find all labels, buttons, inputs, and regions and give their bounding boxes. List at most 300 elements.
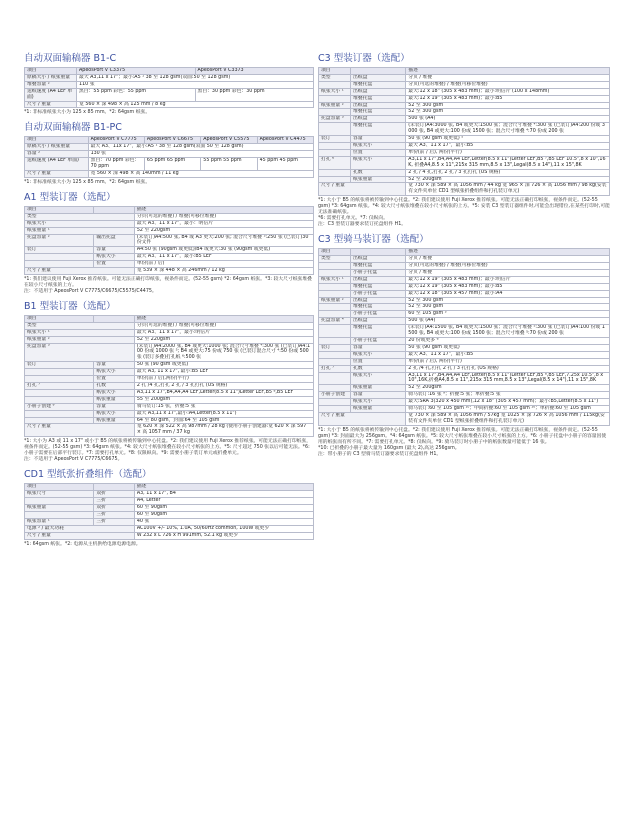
row-label: 小册子创建 ⁹ xyxy=(25,403,94,410)
section-finisher-b1 xyxy=(24,300,314,463)
table-cell: 宽 730 × 深 589 × 高 1056 mm / 44 kg 宽 965 × 深 726 × 高 1056 mm / 98 kg(安装有文件夹单位 CD1 型纸张折叠组件和打孔装订单元) xyxy=(406,183,610,196)
row-label: 位置 xyxy=(94,261,134,268)
table-cell: 500 张 (A4) xyxy=(406,318,610,325)
row-label xyxy=(319,81,351,88)
row-label: 纸张大小 xyxy=(351,142,406,149)
row-label: 出纸盘 xyxy=(351,297,406,304)
row-label: 容量 xyxy=(94,403,134,410)
table-row xyxy=(25,170,314,177)
row-label xyxy=(319,123,351,136)
column-header: 描述 xyxy=(134,206,313,213)
table-cell: A4, Letter xyxy=(134,498,313,505)
row-label: 类型 xyxy=(319,74,351,81)
row-label: 打孔 ⁶ xyxy=(319,156,351,169)
row-label: 纸张大小 xyxy=(25,220,135,227)
row-label: 纸张重量 xyxy=(94,396,134,403)
table-cell: 宽 560 × 深 498 × 高 140mm / 11 kg xyxy=(88,170,313,177)
table-row xyxy=(25,268,314,275)
table-row xyxy=(319,290,610,297)
footnotes xyxy=(24,542,314,548)
row-label: 堆叠托盘 xyxy=(351,123,406,136)
row-label: 出纸盘 xyxy=(351,102,406,109)
table-cell: 最大:12 x 19" (305 x 483 mm)；最小:B5 xyxy=(406,283,610,290)
table-row xyxy=(25,383,314,390)
spec-table xyxy=(24,315,314,437)
table-row xyxy=(319,297,610,304)
table-cell: 65 ppm 65 ppm xyxy=(144,158,200,171)
table-row xyxy=(319,399,610,406)
column-header: 项目 xyxy=(25,137,89,144)
row-label: 双折 xyxy=(94,491,134,498)
row-label: 装订 xyxy=(25,247,94,254)
table-row xyxy=(25,220,314,227)
row-label: 出纸盘 xyxy=(351,88,406,95)
table-row xyxy=(319,344,610,351)
table-row xyxy=(319,176,610,183)
column-header: ApeosPort V C3373 xyxy=(195,68,314,75)
table-cell: 分页 / 堆叠 xyxy=(406,74,610,81)
row-label xyxy=(25,261,94,268)
row-label: 打孔 ⁷ xyxy=(319,365,351,372)
table-row xyxy=(319,325,610,338)
table-row xyxy=(25,151,314,158)
table-row xyxy=(25,525,314,532)
section-title: B1 型装订器（选配） xyxy=(24,300,116,312)
table-cell: (未装订)A4:2000 张, B4 或更大:1000 张; 混合尺寸堆叠 ⁴:300 张 (已装订)A4:100 份或 1000 张 ⁵; B4 或更大:75 份或 750 张 (已装订混合尺寸 ⁴:50 份或 500 张 (装订多叠)打孔纸 ⁶:500 张 xyxy=(134,343,313,362)
row-label: 小册子托盘 xyxy=(351,290,406,297)
row-label: 纸张重量 xyxy=(351,385,406,392)
row-label: 容量 xyxy=(351,392,406,399)
footnotes xyxy=(24,439,314,463)
table-cell: 20 份或更多 ⁶ xyxy=(406,338,610,345)
table-cell: 最大:SRA 3(320 x 450 mm),12 x 18" (305 x 457 mm)；最小:B5,Letter(8.5 x 11") xyxy=(406,399,610,406)
right-column xyxy=(318,52,610,463)
spec-table xyxy=(24,136,314,177)
left-column xyxy=(24,52,314,553)
table-header-row xyxy=(25,137,314,144)
column-header: 项目 xyxy=(25,206,94,213)
table-row xyxy=(25,336,314,343)
row-label: 纸张容量 ¹ xyxy=(25,518,94,525)
row-label: 出纸盘 xyxy=(351,318,406,325)
row-label: 小册子创建 xyxy=(319,392,351,399)
table-cell: 最大:12 x 18" (305 x 457 mm)；最小:A4 xyxy=(406,290,610,297)
row-label: 类型 xyxy=(319,256,351,263)
table-row xyxy=(319,109,610,116)
footnote: *10: 已折叠的小册子最大量为 160gsm (最大 2),高达 256gsm。 xyxy=(318,445,460,451)
table-row xyxy=(25,329,314,336)
table-cell: 52 至 300 gsm xyxy=(406,102,610,109)
footnote: 注：带小册子的 C3 型骑马装订器要求装订托盘组件 H1。 xyxy=(318,451,442,457)
row-label: 原稿大小 / 纸张重量 xyxy=(25,74,77,81)
row-label: 堆叠托盘 xyxy=(351,283,406,290)
table-row xyxy=(319,412,610,425)
table-cell: 50 张 (90 gsm 或更低) xyxy=(134,362,313,369)
table-cell: 130 张 xyxy=(88,151,313,158)
table-row xyxy=(25,403,314,410)
table-row xyxy=(25,74,314,81)
row-label: 位置 xyxy=(351,149,406,156)
spec-table xyxy=(24,206,314,275)
column-header: 项目 xyxy=(319,249,351,256)
row-label: 纸张大小 ¹ xyxy=(319,276,351,283)
table-cell: 最大 A3、11x 17"，最小:A5 ¹ 38 至 128 gsm(双面 50 至 128 gsm) xyxy=(88,144,313,151)
row-label: 纸张重量 ² xyxy=(25,336,135,343)
table-cell: 52 至 300 gsm xyxy=(406,304,610,311)
footnote: 注：不适用于 ApeosPort V C7775/C6675/C5575/C4475。 xyxy=(24,288,157,294)
table-cell: 最大:12 x 19" (305 x 483 mm)；最小:明信片 xyxy=(406,276,610,283)
table-row xyxy=(25,261,314,268)
table-row xyxy=(319,102,610,109)
section-adf-b1c xyxy=(24,52,314,116)
table-row xyxy=(25,81,314,88)
row-label xyxy=(319,372,351,385)
table-row xyxy=(319,142,610,149)
column-header xyxy=(351,249,406,256)
table-cell: 宽 730 × 深 589 × 高 1056 mm / 57kg 宽 1025 × 深 726 × 高 1056 mm / 115kg(安装有文件夹单位 CD1 型纸张折叠组件和打孔装订单元) xyxy=(406,412,610,425)
row-label: 堆叠托盘 xyxy=(351,109,406,116)
table-cell: 52 至 220gsm xyxy=(134,227,313,234)
row-label: 容量 ² xyxy=(25,151,89,158)
table-cell: 最大 A3、11 x 17"，最小：明信片 xyxy=(134,220,313,227)
column-header: ApeosPort V C4475 xyxy=(257,137,313,144)
row-label: 类型 xyxy=(25,322,135,329)
table-row xyxy=(25,518,314,525)
row-label: 出纸盘 xyxy=(351,256,406,263)
row-label: 托盘容量 ⁴ xyxy=(319,318,351,325)
table-row xyxy=(319,358,610,365)
table-row xyxy=(25,498,314,505)
table-row xyxy=(319,283,610,290)
footnote: *1: 大小为 A3 或 11 x 17" 或小于 B5 的纸张将被传输到中心托盘。*2: 我们建议使用 Fuji Xerox 推荐纸张。可能无法正确打印纸张，视条件而定。(52-55 gsm) *3: 64gsm 纸张。*4: 较大尺寸纸张堆叠在较小尺寸纸张的上方。*5: 尺寸超过 750 张以后可能无法。*6: 小册子需要在后部平行装订。*7: 需要打孔单元。*8: 仅限纵向。*9: 需要小册子装订单元或折叠单元。 xyxy=(24,439,312,457)
row-label: 尺寸 / 重量 xyxy=(25,170,89,177)
table-cell: A3, 11 x 17", B4 xyxy=(134,491,313,498)
row-label: 小册子托盘 xyxy=(351,269,406,276)
table-cell: 52 至 220gsm xyxy=(134,336,313,343)
table-row xyxy=(25,247,314,254)
row-label: 打孔 ⁷ xyxy=(25,383,94,390)
table-row xyxy=(319,269,610,276)
table-row xyxy=(319,149,610,156)
footnotes xyxy=(318,428,610,458)
column-header: ApeosPort V C5575 xyxy=(201,137,257,144)
table-row xyxy=(319,392,610,399)
table-row xyxy=(319,183,610,196)
spec-table xyxy=(24,483,314,539)
row-label: 位置 xyxy=(94,376,134,383)
table-cell: 52 至 200gsm xyxy=(406,176,610,183)
table-row xyxy=(25,396,314,403)
row-label: 纸张大小 xyxy=(351,156,406,169)
table-cell: 单份(前 / 后), 两份(平行) xyxy=(406,149,610,156)
column-header: 描述 xyxy=(406,68,610,75)
table-cell: 骑马装订:15 张，折叠:5 张 xyxy=(134,403,313,410)
row-label: 纸张大小 xyxy=(351,399,406,406)
table-cell: 最大:12 x 19" (305 x 483 mm)；最小:B5 xyxy=(406,95,610,102)
table-row xyxy=(319,365,610,372)
table-cell: 2 孔 / 4 孔,打孔 2 孔 / 3 孔打孔 (US 规格) xyxy=(406,169,610,176)
spec-table xyxy=(318,67,610,196)
row-label xyxy=(319,351,351,358)
table-row xyxy=(25,227,314,234)
table-cell: 分页(可选的堆叠) / 堆叠(可移位堆叠) xyxy=(406,263,610,270)
column-header: ApeosPort V C7775 xyxy=(88,137,144,144)
row-label xyxy=(319,149,351,156)
row-label xyxy=(319,169,351,176)
table-cell: 2 孔 /4 孔,打孔 2 孔 / 3 孔打孔 (US 规格) xyxy=(134,383,313,390)
table-cell: 骑马装订:16 张 ⁹；折叠:5 张；单折叠:5 张 xyxy=(406,392,610,399)
table-cell: A4:50 张 (90gsm 或更低)/B4 或更大:30 张 (90gsm 或更低) xyxy=(134,247,313,254)
table-row xyxy=(319,372,610,385)
column-header xyxy=(94,315,134,322)
table-row xyxy=(25,511,314,518)
table-cell: 宽 620 × 深 522 × 高 987mm / 28 kg (使用小册子创建器:宽 620 × 深 597 × 高 1057 mm / 37 kg xyxy=(134,424,313,437)
column-header: 项目 xyxy=(25,315,94,322)
table-cell: 宽 539 × 深 448 × 高 246mm / 12 kg xyxy=(134,268,313,275)
column-header xyxy=(351,68,406,75)
row-label: 堆叠托盘 xyxy=(351,263,406,270)
table-row xyxy=(319,156,610,169)
table-cell: AC100V +/- 10%, 1.0A, 50/60Hz common, 100W 或更少 xyxy=(134,525,313,532)
row-label: 纸张大小 xyxy=(94,369,134,376)
table-cell: A3,11 x 17",B4,A4,A4 LEF,Letter(8.5 x 11")Letter LEF,B5 ⁸,B5 LEF,7.25x 10.5",8 x 10",16K,折叠A4,8.5 x 11",215x 315 mm,8.5 x 13",Legal(8.5 x 14"),11 x 15",8K xyxy=(406,372,610,385)
row-label: 电源 ² / 最大功耗 xyxy=(25,525,135,532)
table-cell: 黑白：55 ppm 彩色：55 ppm xyxy=(77,88,195,101)
table-cell: 分页(可选的堆叠) / 堆叠(可移位堆叠) xyxy=(406,81,610,88)
table-cell: (未装订)A4:1500 张, B4 或更大:1500 张；混合尺寸堆叠 ⁵:300 张 (已装订)A4:100 份或 1500 张, B4 或更大:100 份或 1500 张；混合尺寸堆叠 ⁵:70 份或 200 张 xyxy=(406,325,610,338)
table-row xyxy=(25,88,314,101)
table-cell: 40 张 xyxy=(134,518,313,525)
row-label: 小册子托盘 xyxy=(351,338,406,345)
row-label xyxy=(319,109,351,116)
table-row xyxy=(25,234,314,247)
table-header-row xyxy=(25,206,314,213)
row-label: 容量 xyxy=(94,247,134,254)
table-row xyxy=(319,385,610,392)
footnote: *1: 64gsm 纸张。*2: 电源从主机供给电源电源电源。 xyxy=(24,541,141,547)
table-cell: 最大 A3、11 x 17"，最小:B5 xyxy=(406,142,610,149)
row-label: 托盘容量 ² xyxy=(25,234,94,247)
table-header-row xyxy=(319,68,610,75)
table-row xyxy=(25,424,314,437)
row-label: 尺寸 / 重量 xyxy=(25,424,135,437)
row-label xyxy=(319,95,351,102)
row-label: 类型 xyxy=(25,213,135,220)
row-label: 托盘容量 ³ xyxy=(319,116,351,123)
row-label: 尺寸 / 重量 xyxy=(25,532,135,539)
row-label xyxy=(25,410,94,417)
row-label: 容量 xyxy=(351,344,406,351)
row-label xyxy=(319,263,351,270)
row-label: 纸张大小 ¹ xyxy=(25,329,135,336)
table-cell: 52 至 300 gsm xyxy=(406,109,610,116)
table-row xyxy=(319,95,610,102)
row-label xyxy=(319,399,351,406)
table-cell: 60 至 105 gsm ³ xyxy=(406,311,610,318)
table-row xyxy=(319,116,610,123)
footnotes xyxy=(24,277,314,295)
row-label: 纸张重量 xyxy=(351,176,406,183)
row-label: 纸张大小 xyxy=(94,254,134,261)
section-booklet-finisher-c3 xyxy=(318,233,610,458)
column-header: 项目 xyxy=(319,68,351,75)
row-label xyxy=(25,389,94,396)
table-cell: 最大 A3, 11 x 17", 最小:B5 LEF xyxy=(134,369,313,376)
table-row xyxy=(25,376,314,383)
section-title: C3 型装订器（选配） xyxy=(318,53,410,64)
section-title: C3 型骑马装订器（选配） xyxy=(318,234,429,246)
row-label: 出纸盘 xyxy=(351,276,406,283)
table-cell: 110 张 xyxy=(77,81,314,88)
row-label xyxy=(319,385,351,392)
column-header: ApeosPort V C3375 xyxy=(77,68,195,75)
row-label: 三折 xyxy=(94,511,134,518)
table-cell: (未装订)A4:3000 张, B4 或更大:1500 张；混合尺寸堆叠 ⁴:300 张 (已装订)A4:200 份或 3000 张, B4 或更大:100 份或 1500 张；混合尺寸堆叠 ⁴:70 份或 200 张 xyxy=(406,123,610,136)
row-label: 位置 xyxy=(351,358,406,365)
table-row xyxy=(25,504,314,511)
row-label: 纸张重量 xyxy=(25,504,94,511)
column-header xyxy=(94,206,134,213)
table-row xyxy=(319,351,610,358)
table-header-row xyxy=(319,249,610,256)
table-row xyxy=(25,101,314,108)
column-header: 描述 xyxy=(406,249,610,256)
table-row xyxy=(319,123,610,136)
row-label xyxy=(319,304,351,311)
row-label: 纸张大小 xyxy=(94,410,134,417)
spec-table xyxy=(24,67,314,108)
table-cell: 骑马装订:60 至 105 gsm ¹⁰；中间折叠:60 至 105 gsm ¹⁰；单折叠:60 至 105 gsm xyxy=(406,406,610,413)
table-row xyxy=(319,74,610,81)
table-cell: 最大 A3,11 x 17",最小:A4,Letter(8.5 x 11") xyxy=(134,410,313,417)
row-label xyxy=(319,406,351,413)
table-cell: 分页 / 堆叠 xyxy=(406,269,610,276)
table-row xyxy=(25,389,314,396)
table-cell: 50 张 (90 gsm 或更低) ⁵ xyxy=(406,136,610,143)
table-row xyxy=(25,343,314,362)
section-adf-b1pc xyxy=(24,121,314,185)
table-row xyxy=(25,362,314,369)
table-cell: 黑白：30 ppm 彩色：30 ppm xyxy=(195,88,314,101)
table-row xyxy=(319,406,610,413)
table-row xyxy=(25,417,314,424)
row-label: 原稿大小 / 纸张重量 xyxy=(25,144,89,151)
table-row xyxy=(319,136,610,143)
column-header xyxy=(94,484,134,491)
table-cell: A3,11 x 17",B4,A4,A4 LEF,Letter(8.5 x 11")Letter LEF,B5 ⁸,B5 LEF xyxy=(134,389,313,396)
table-row xyxy=(25,410,314,417)
row-label: 托盘容量 ³ xyxy=(25,343,135,362)
table-row xyxy=(25,158,314,171)
row-label: 纸张重量 ² xyxy=(319,102,351,109)
row-label: 尺寸 / 重量 xyxy=(25,101,77,108)
table-header-row xyxy=(25,68,314,75)
footnotes xyxy=(24,110,314,116)
row-label: 堆叠托盘 xyxy=(351,325,406,338)
table-row xyxy=(319,88,610,95)
row-label xyxy=(319,269,351,276)
table-cell: 最大:12 x 18" (305 x 483 mm)；最小:明信片 (100 x 148mm) xyxy=(406,88,610,95)
section-title: CD1 型纸张折叠组件（选配） xyxy=(24,469,152,481)
footnote: *1: 大小于 B5 的纸张将被传输到中心托盘。*2: 我们建议使用 Fuji Xerox 推荐纸张。可能无法正确打印纸张，视条件而定。(52-55 gsm) *3: 64gsm 纸张。*4: 较大尺寸纸张堆叠在较小尺寸纸张的上方。*5: 安装 C3 型装订器组件时,可能会出现错位,在某些打印时,可能无法准确纸张。 xyxy=(318,198,610,216)
table-cell: 单份(前 / 后) xyxy=(134,261,313,268)
column-header: 描述 xyxy=(134,484,313,491)
row-label xyxy=(25,254,94,261)
table-row xyxy=(319,338,610,345)
row-label: 尺寸 / 重量 xyxy=(319,183,406,196)
footnote: *1: 我们建议使用 Fuji Xerox 推荐纸张。可能无法正确打印纸张，视条件而定。(52-55 gsm) *2: 64gsm 纸张。*3: 较大尺寸纸张堆叠在较小尺寸纸张的上方。 xyxy=(24,276,312,288)
table-cell: 55 至 200gsm xyxy=(134,396,313,403)
row-label: 堆叠容量 ² xyxy=(25,81,77,88)
row-label xyxy=(25,417,94,424)
row-label: 堆叠托盘 xyxy=(351,95,406,102)
row-label: 纸张大小 xyxy=(351,372,406,385)
row-label: 双折 xyxy=(94,504,134,511)
row-label: 纸张重量 xyxy=(351,406,406,413)
footnote: 注：不适用于 ApeosPort V C7775/C6675。 xyxy=(24,457,123,463)
row-label: 送纸速度 (A4 LEF 单面) xyxy=(25,158,89,171)
spec-table xyxy=(318,248,610,426)
row-label xyxy=(25,498,94,505)
table-cell: 55 ppm 55 ppm xyxy=(201,158,257,171)
table-cell: 50 张 (90 gsm 或更低) xyxy=(406,344,610,351)
footnote: *6: 需要打孔单元。*7: 仅纵向。 xyxy=(318,216,388,222)
row-label: 尺寸 / 重量 xyxy=(319,412,406,425)
table-cell: 最大 A3、11 x 17"，最小:B5 xyxy=(406,351,610,358)
table-row xyxy=(25,369,314,376)
row-label xyxy=(25,511,94,518)
row-label xyxy=(319,176,351,183)
table-cell: 500 张 (A4) xyxy=(406,116,610,123)
column-header: 描述 xyxy=(134,315,313,322)
table-cell: 最大 A3、11 x 17"，最小:B5 LEF xyxy=(134,254,313,261)
column-header: 项目 xyxy=(25,68,77,75)
row-label: 纸张重量 ² xyxy=(319,297,351,304)
row-label: 纸张大小 ¹ xyxy=(319,88,351,95)
table-header-row xyxy=(25,315,314,322)
footnotes xyxy=(318,198,610,228)
section-finisher-c3 xyxy=(318,52,610,228)
row-label: 尺寸 / 重量 xyxy=(25,268,135,275)
table-cell: 单份(前 / 后),两份(平行) xyxy=(134,376,313,383)
row-label: 出纸盘 xyxy=(351,74,406,81)
column-header: 项目 xyxy=(25,484,94,491)
table-row xyxy=(25,144,314,151)
column-header: ApeosPort V C6675 xyxy=(144,137,200,144)
table-cell: W 232 x L 726 x H 991mm, 52.1 kg 或更少 xyxy=(134,532,313,539)
row-label xyxy=(25,396,94,403)
row-label: 孔数 xyxy=(351,169,406,176)
footnote: *1: 大小于 B5 的纸张将被传输到中心托盘。*2: 我们建议使用 Fuji Xerox 推荐纸张。可能无法正确打印纸张，视条件而定。(52-55 gsm) *3: 封面最大为 256gsm。*4: 64gsm 纸张。*5: 较大尺寸纸张堆叠在较小尺寸纸张的上方。*6: 小册子托盘中小册子的容量因使用的纸张而有所不同。*7: 需要打孔单元。*8: 仅纵向。*9: 骑马装订时小册子中的纸张数量可能低于 16 张。 xyxy=(318,427,607,445)
row-label: 装订 xyxy=(25,362,94,369)
table-row xyxy=(319,304,610,311)
section-title: 自动双面输稿器 B1-C xyxy=(24,53,117,64)
row-label: 小册子托盘 xyxy=(351,311,406,318)
table-cell: 2 孔 /4 孔,打孔 2 孔 / 3 孔打孔 (US 规格) xyxy=(406,365,610,372)
row-label xyxy=(319,283,351,290)
row-label: 纸张大小 xyxy=(94,389,134,396)
footnotes xyxy=(24,180,314,186)
row-label: 三折 xyxy=(94,518,134,525)
table-row xyxy=(25,213,314,220)
footnote: *1: 非标准纸张大小为 125 x 85 mm。*2: 64gsm 纸张。 xyxy=(24,179,151,185)
row-label: 纸张大小 xyxy=(351,351,406,358)
row-label xyxy=(319,358,351,365)
table-row xyxy=(319,81,610,88)
section-title: A1 型装订器（选配） xyxy=(24,191,116,203)
table-row xyxy=(25,254,314,261)
row-label: 堆叠托盘 xyxy=(351,81,406,88)
